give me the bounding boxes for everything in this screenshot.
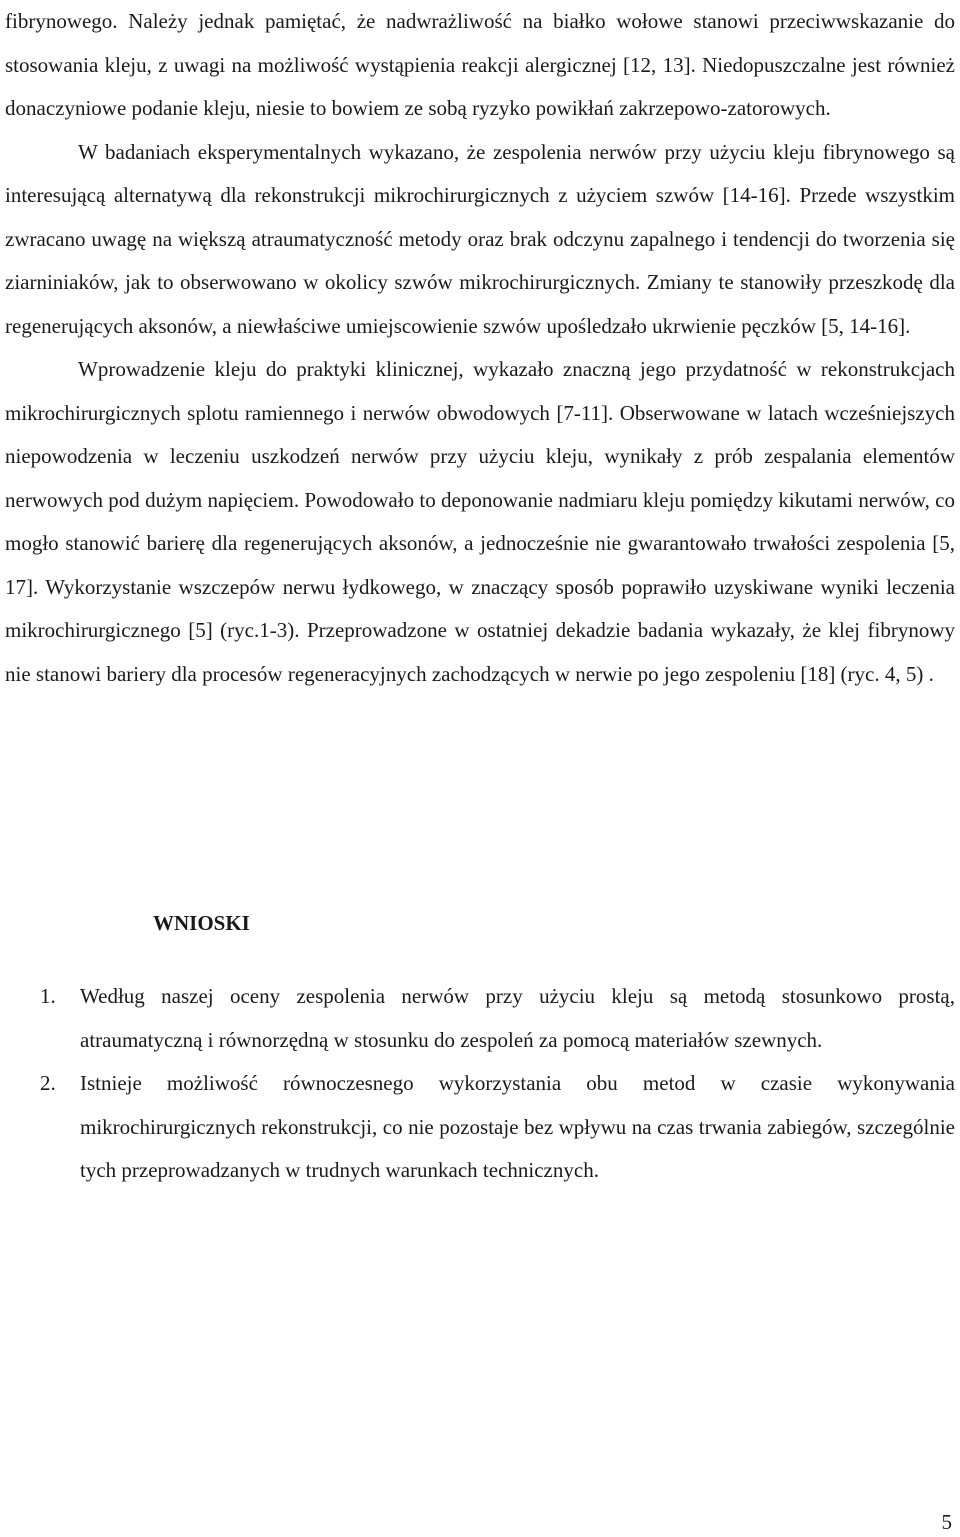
- conclusions-list: [5, 975, 955, 1193]
- list-item-text: Według naszej oceny zespolenia nerwów przy użyciu kleju są metodą stosunkowo prostą, atraumatyczną i równorzędną w stosunku do zespoleń za pomocą materiałów szewnych.: [80, 984, 955, 1052]
- paragraph-contraindications: fibrynowego. Należy jednak pamiętać, że nadwrażliwość na białko wołowe stanowi przeciwwskazanie do stosowania kleju, z uwagi na możliwość wystąpienia reakcji alergicznej [12, 13]. Niedopuszczalne jest również donaczyniowe podanie kleju, niesie to bowiem ze sobą ryzyko powikłań zakrzepowo-zatorowych.: [5, 9, 955, 120]
- page-number: 5: [941, 1510, 952, 1534]
- paragraph-experimental-studies: W badaniach eksperymentalnych wykazano, że zespolenia nerwów przy użyciu kleju fibrynowego są interesującą alternatywą dla rekonstrukcji mikrochirurgicznych z użyciem szwów [14-16]. Przede wszystkim zwracano uwagę na większą atraumatyczność metody oraz brak odczynu zapalnego i tendencji do tworzenia się ziarniniaków, jak to obserwowano w okolicy szwów mikrochirurgicznych. Zmiany te stanowiły przeszkodę dla regenerujących aksonów, a niewłaściwe umiejscowienie szwów upośledzało ukrwienie pęczków [5, 14-16].: [5, 139, 955, 338]
- list-item-number: 1.: [40, 984, 56, 1008]
- list-item-text: Istnieje możliwość równoczesnego wykorzystania obu metod w czasie wykonywania mikrochirurgicznych rekonstrukcji, co nie pozostaje bez wpływu na czas trwania zabiegów, szczególnie tych przeprowadzanych w trudnych warunkach technicznych.: [80, 1071, 955, 1182]
- list-item: [5, 1062, 955, 1193]
- list-item: [5, 975, 955, 1062]
- paragraph-clinical-practice: Wprowadzenie kleju do praktyki klinicznej, wykazało znaczną jego przydatność w rekonstrukcjach mikrochirurgicznych splotu ramiennego i nerwów obwodowych [7-11]. Obserwowane w latach wcześniejszych niepowodzenia w leczeniu uszkodzeń nerwów przy użyciu kleju, wynikały z prób zespalania elementów nerwowych pod dużym napięciem. Powodowało to deponowanie nadmiaru kleju pomiędzy kikutami nerwów, co mogło stanowić barierę dla regenerujących aksonów, a jednocześnie nie gwarantowało trwałości zespolenia [5, 17]. Wykorzystanie wszczepów nerwu łydkowego, w znaczący sposób poprawiło uzyskiwane wyniki leczenia mikrochirurgicznego [5] (ryc.1-3). Przeprowadzone w ostatniej dekadzie badania wykazały, że klej fibrynowy nie stanowi bariery dla procesów regeneracyjnych zachodzących w nerwie po jego zespoleniu [18] (ryc. 4, 5) .: [5, 357, 955, 686]
- document-page: [5, 0, 955, 1182]
- section-heading-conclusions: WNIOSKI: [153, 911, 250, 935]
- list-item-number: 2.: [40, 1071, 56, 1095]
